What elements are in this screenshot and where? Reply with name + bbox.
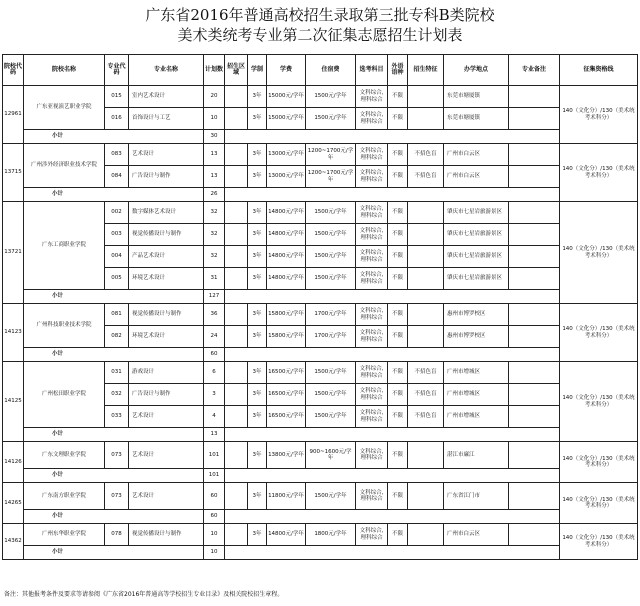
range-cell xyxy=(225,268,248,290)
range-cell xyxy=(225,246,248,268)
subtotal-blank xyxy=(225,188,560,202)
tuition-cell: 13000元/学年 xyxy=(267,144,306,166)
range-cell xyxy=(225,442,248,469)
location-cell: 东莞市塘厦镇 xyxy=(444,86,509,108)
subtotal-row xyxy=(3,428,638,442)
plan-count: 101 xyxy=(204,442,225,469)
subtotal-value: 60 xyxy=(204,510,225,524)
table-row xyxy=(3,483,638,510)
range-cell xyxy=(225,224,248,246)
subtotal-value: 30 xyxy=(204,130,225,144)
years-cell: 3年 xyxy=(248,406,267,428)
col-qual: 征集资格线 xyxy=(560,55,638,86)
tuition-cell: 14800元/学年 xyxy=(267,246,306,268)
tuition-cell: 13000元/学年 xyxy=(267,166,306,188)
major-code: 015 xyxy=(105,86,129,108)
footnote: 备注：其他报考条件及要求等请参阅《广东省2016年普通高等学校招生专业目录》及相关院校招生章程。 xyxy=(4,591,284,598)
major-code: 078 xyxy=(105,524,129,546)
years-cell: 3年 xyxy=(248,202,267,224)
dorm-cell: 1700元/学年 xyxy=(306,326,356,348)
qualification-cell: 140（文化分）/130（美术统考术科分） xyxy=(560,86,638,144)
major-code: 073 xyxy=(105,483,129,510)
school-name: 广东南方职业学院 xyxy=(24,483,105,510)
subtotal-row xyxy=(3,290,638,304)
feature-cell: 不招色盲 xyxy=(408,144,444,166)
qualification-cell: 140（文化分）/130（美术统考术科分） xyxy=(560,304,638,362)
years-cell: 3年 xyxy=(248,384,267,406)
major-code: 073 xyxy=(105,442,129,469)
subject-cell: 文科综合,理科综合 xyxy=(356,246,388,268)
plan-count: 24 xyxy=(204,326,225,348)
major-name: 首饰设计与工艺 xyxy=(129,108,204,130)
table-row xyxy=(3,362,638,384)
feature-cell xyxy=(408,202,444,224)
plan-count: 32 xyxy=(204,202,225,224)
school-code: 13715 xyxy=(3,144,24,202)
school-code: 14265 xyxy=(3,483,24,524)
remark-cell xyxy=(509,304,560,326)
location-cell: 肇庆市七星岩旅游景区 xyxy=(444,246,509,268)
plan-count: 36 xyxy=(204,304,225,326)
plan-count: 13 xyxy=(204,144,225,166)
dorm-cell: 1500元/学年 xyxy=(306,86,356,108)
remark-cell xyxy=(509,442,560,469)
major-name: 视觉传播设计与制作 xyxy=(129,524,204,546)
major-code: 083 xyxy=(105,144,129,166)
tuition-cell: 15000元/学年 xyxy=(267,108,306,130)
remark-cell xyxy=(509,246,560,268)
col-feature: 招生特征 xyxy=(408,55,444,86)
lang-cell: 不限 xyxy=(388,483,408,510)
major-name: 广告设计与制作 xyxy=(129,166,204,188)
location-cell: 广州市增城区 xyxy=(444,384,509,406)
school-code: 14126 xyxy=(3,442,24,483)
remark-cell xyxy=(509,384,560,406)
feature-cell: 不招色盲 xyxy=(408,166,444,188)
table-row xyxy=(3,304,638,326)
col-location: 办学地点 xyxy=(444,55,509,86)
col-years: 学制 xyxy=(248,55,267,86)
plan-count: 10 xyxy=(204,108,225,130)
school-code: 14125 xyxy=(3,362,24,442)
years-cell: 3年 xyxy=(248,326,267,348)
major-code: 002 xyxy=(105,202,129,224)
major-name: 艺术设计 xyxy=(129,483,204,510)
school-name: 广州东华职业学院 xyxy=(24,524,105,546)
years-cell: 3年 xyxy=(248,166,267,188)
major-name: 产品艺术设计 xyxy=(129,246,204,268)
subtotal-row xyxy=(3,546,638,560)
plan-count: 6 xyxy=(204,362,225,384)
remark-cell xyxy=(509,362,560,384)
col-name: 院校名称 xyxy=(24,55,105,86)
subtotal-value: 10 xyxy=(204,546,225,560)
subject-cell: 文科综合,理科综合 xyxy=(356,268,388,290)
lang-cell: 不限 xyxy=(388,268,408,290)
dorm-cell: 1700元/学年 xyxy=(306,304,356,326)
subtotal-blank xyxy=(225,510,560,524)
years-cell: 3年 xyxy=(248,144,267,166)
dorm-cell: 1500元/学年 xyxy=(306,483,356,510)
lang-cell: 不限 xyxy=(388,144,408,166)
header-row xyxy=(3,55,638,86)
subtotal-label: 小计 xyxy=(24,428,204,442)
years-cell: 3年 xyxy=(248,246,267,268)
range-cell xyxy=(225,144,248,166)
lang-cell: 不限 xyxy=(388,326,408,348)
location-cell: 广州市白云区 xyxy=(444,524,509,546)
subtotal-value: 101 xyxy=(204,469,225,483)
location-cell: 广州市增城区 xyxy=(444,406,509,428)
subject-cell: 文科综合,理科综合 xyxy=(356,166,388,188)
major-code: 082 xyxy=(105,326,129,348)
lang-cell: 不限 xyxy=(388,524,408,546)
dorm-cell: 1500元/学年 xyxy=(306,268,356,290)
lang-cell: 不限 xyxy=(388,406,408,428)
subject-cell: 文科综合,理科综合 xyxy=(356,442,388,469)
range-cell xyxy=(225,166,248,188)
major-name: 室内艺术设计 xyxy=(129,86,204,108)
feature-cell: 不招色盲 xyxy=(408,406,444,428)
subtotal-blank xyxy=(225,428,560,442)
col-dorm: 住宿费 xyxy=(306,55,356,86)
tuition-cell: 15800元/学年 xyxy=(267,326,306,348)
subject-cell: 文科综合,理科综合 xyxy=(356,384,388,406)
tuition-cell: 14800元/学年 xyxy=(267,268,306,290)
location-cell: 广州市白云区 xyxy=(444,144,509,166)
subtotal-value: 127 xyxy=(204,290,225,304)
major-name: 视觉传播设计与制作 xyxy=(129,304,204,326)
plan-count: 3 xyxy=(204,384,225,406)
location-cell: 肇庆市七星岩旅游景区 xyxy=(444,202,509,224)
plan-count: 4 xyxy=(204,406,225,428)
plan-table xyxy=(2,54,638,560)
remark-cell xyxy=(509,144,560,166)
major-code: 003 xyxy=(105,224,129,246)
remark-cell xyxy=(509,483,560,510)
dorm-cell: 1200~1700元/学年 xyxy=(306,166,356,188)
range-cell xyxy=(225,483,248,510)
years-cell: 3年 xyxy=(248,224,267,246)
plan-count: 31 xyxy=(204,268,225,290)
major-code: 084 xyxy=(105,166,129,188)
subject-cell: 文科综合,理科综合 xyxy=(356,108,388,130)
dorm-cell: 1500元/学年 xyxy=(306,406,356,428)
range-cell xyxy=(225,384,248,406)
table-row xyxy=(3,442,638,469)
major-name: 游戏设计 xyxy=(129,362,204,384)
major-code: 081 xyxy=(105,304,129,326)
subtotal-blank xyxy=(225,290,560,304)
location-cell: 惠州市博罗校区 xyxy=(444,304,509,326)
subtotal-row xyxy=(3,469,638,483)
plan-count: 13 xyxy=(204,166,225,188)
major-code: 032 xyxy=(105,384,129,406)
lang-cell: 不限 xyxy=(388,246,408,268)
subtotal-label: 小计 xyxy=(24,188,204,202)
qualification-cell: 140（文化分）/130（美术统考术科分） xyxy=(560,483,638,524)
range-cell xyxy=(225,108,248,130)
location-cell: 东莞市塘厦镇 xyxy=(444,108,509,130)
remark-cell xyxy=(509,224,560,246)
years-cell: 3年 xyxy=(248,268,267,290)
major-code: 033 xyxy=(105,406,129,428)
dorm-cell: 1500元/学年 xyxy=(306,384,356,406)
plan-count: 60 xyxy=(204,483,225,510)
qualification-cell: 140（文化分）/130（美术统考术科分） xyxy=(560,362,638,442)
lang-cell: 不限 xyxy=(388,442,408,469)
major-name: 广告设计与制作 xyxy=(129,384,204,406)
years-cell: 3年 xyxy=(248,483,267,510)
col-lang: 外语语种 xyxy=(388,55,408,86)
school-name: 广东文理职业学院 xyxy=(24,442,105,469)
feature-cell xyxy=(408,442,444,469)
range-cell xyxy=(225,524,248,546)
page-subtitle: 美术类统考专业第二次征集志愿招生计划表 xyxy=(177,26,463,44)
tuition-cell: 13800元/学年 xyxy=(267,442,306,469)
years-cell: 3年 xyxy=(248,362,267,384)
tuition-cell: 15000元/学年 xyxy=(267,86,306,108)
col-tuition: 学费 xyxy=(267,55,306,86)
subject-cell: 文科综合,理科综合 xyxy=(356,406,388,428)
dorm-cell: 1500元/学年 xyxy=(306,108,356,130)
lang-cell: 不限 xyxy=(388,108,408,130)
remark-cell xyxy=(509,166,560,188)
range-cell xyxy=(225,406,248,428)
tuition-cell: 14800元/学年 xyxy=(267,202,306,224)
school-code: 14362 xyxy=(3,524,24,560)
subtotal-blank xyxy=(225,469,560,483)
subtotal-row xyxy=(3,188,638,202)
plan-count: 32 xyxy=(204,246,225,268)
col-plan: 计划数 xyxy=(204,55,225,86)
subject-cell: 文科综合,理科综合 xyxy=(356,326,388,348)
years-cell: 3年 xyxy=(248,304,267,326)
page-title: 广东省2016年普通高校招生录取第三批专科B类院校 xyxy=(145,6,495,24)
subtotal-value: 60 xyxy=(204,348,225,362)
dorm-cell: 1500元/学年 xyxy=(306,246,356,268)
location-cell: 广东省江门市 xyxy=(444,483,509,510)
subtotal-label: 小计 xyxy=(24,348,204,362)
location-cell: 惠州市博罗校区 xyxy=(444,326,509,348)
tuition-cell: 15800元/学年 xyxy=(267,304,306,326)
range-cell xyxy=(225,362,248,384)
remark-cell xyxy=(509,406,560,428)
major-code: 004 xyxy=(105,246,129,268)
subtotal-value: 13 xyxy=(204,428,225,442)
location-cell: 广州市增城区 xyxy=(444,362,509,384)
major-name: 环境艺术设计 xyxy=(129,268,204,290)
major-name: 视觉传播设计与制作 xyxy=(129,224,204,246)
dorm-cell: 1500元/学年 xyxy=(306,224,356,246)
lang-cell: 不限 xyxy=(388,202,408,224)
table-row xyxy=(3,86,638,108)
school-code: 14123 xyxy=(3,304,24,362)
remark-cell xyxy=(509,268,560,290)
school-name: 广东亚视演艺职业学院 xyxy=(24,86,105,130)
dorm-cell: 1500元/学年 xyxy=(306,362,356,384)
dorm-cell: 1200~1700元/学年 xyxy=(306,144,356,166)
range-cell xyxy=(225,202,248,224)
lang-cell: 不限 xyxy=(388,224,408,246)
table-row xyxy=(3,144,638,166)
subject-cell: 文科综合,理科综合 xyxy=(356,483,388,510)
range-cell xyxy=(225,86,248,108)
dorm-cell: 1500元/学年 xyxy=(306,202,356,224)
major-code: 016 xyxy=(105,108,129,130)
major-code: 005 xyxy=(105,268,129,290)
remark-cell xyxy=(509,326,560,348)
years-cell: 3年 xyxy=(248,524,267,546)
dorm-cell: 1800元/学年 xyxy=(306,524,356,546)
plan-count: 20 xyxy=(204,86,225,108)
col-major-code: 专业代码 xyxy=(105,55,129,86)
subtotal-label: 小计 xyxy=(24,130,204,144)
lang-cell: 不限 xyxy=(388,384,408,406)
subtotal-blank xyxy=(225,546,560,560)
subtotal-row xyxy=(3,130,638,144)
qualification-cell: 140（文化分）/130（美术统考术科分） xyxy=(560,524,638,560)
major-name: 环境艺术设计 xyxy=(129,326,204,348)
major-name: 艺术设计 xyxy=(129,406,204,428)
subject-cell: 文科综合,理科综合 xyxy=(356,202,388,224)
qualification-cell: 140（文化分）/130（美术统考术科分） xyxy=(560,144,638,202)
subtotal-value: 26 xyxy=(204,188,225,202)
subtotal-blank xyxy=(225,130,560,144)
remark-cell xyxy=(509,108,560,130)
location-cell: 湛江市廉江 xyxy=(444,442,509,469)
subject-cell: 文科综合,理科综合 xyxy=(356,144,388,166)
feature-cell xyxy=(408,483,444,510)
tuition-cell: 16500元/学年 xyxy=(267,384,306,406)
tuition-cell: 16500元/学年 xyxy=(267,406,306,428)
range-cell xyxy=(225,304,248,326)
location-cell: 广州市白云区 xyxy=(444,166,509,188)
plan-count: 32 xyxy=(204,224,225,246)
feature-cell xyxy=(408,246,444,268)
subject-cell: 文科综合,理科综合 xyxy=(356,362,388,384)
major-name: 数字媒体艺术设计 xyxy=(129,202,204,224)
years-cell: 3年 xyxy=(248,86,267,108)
table-row xyxy=(3,524,638,546)
major-name: 艺术设计 xyxy=(129,144,204,166)
feature-cell xyxy=(408,224,444,246)
tuition-cell: 16500元/学年 xyxy=(267,362,306,384)
lang-cell: 不限 xyxy=(388,86,408,108)
subtotal-row xyxy=(3,348,638,362)
qualification-cell: 140（文化分）/130（美术统考术科分） xyxy=(560,442,638,483)
years-cell: 3年 xyxy=(248,442,267,469)
location-cell: 肇庆市七星岩旅游景区 xyxy=(444,268,509,290)
tuition-cell: 14800元/学年 xyxy=(267,224,306,246)
lang-cell: 不限 xyxy=(388,166,408,188)
school-name: 广东工商职业学院 xyxy=(24,202,105,290)
subtotal-label: 小计 xyxy=(24,469,204,483)
feature-cell xyxy=(408,86,444,108)
major-name: 艺术设计 xyxy=(129,442,204,469)
remark-cell xyxy=(509,86,560,108)
lang-cell: 不限 xyxy=(388,362,408,384)
col-major-name: 专业名称 xyxy=(129,55,204,86)
feature-cell: 不招色盲 xyxy=(408,384,444,406)
feature-cell xyxy=(408,108,444,130)
feature-cell: 不招色盲 xyxy=(408,362,444,384)
subject-cell: 文科综合,理科综合 xyxy=(356,86,388,108)
school-code: 13721 xyxy=(3,202,24,304)
plan-count: 10 xyxy=(204,524,225,546)
col-remark: 专业备注 xyxy=(509,55,560,86)
subject-cell: 文科综合,理科综合 xyxy=(356,224,388,246)
subject-cell: 文科综合,理科综合 xyxy=(356,304,388,326)
feature-cell xyxy=(408,268,444,290)
major-code: 031 xyxy=(105,362,129,384)
school-code: 12961 xyxy=(3,86,24,144)
feature-cell xyxy=(408,326,444,348)
school-name: 广州涉外经济职业技术学院 xyxy=(24,144,105,188)
subject-cell: 文科综合,理科综合 xyxy=(356,524,388,546)
qualification-cell: 140（文化分）/130（美术统考术科分） xyxy=(560,202,638,304)
col-subject: 选考科目 xyxy=(356,55,388,86)
location-cell: 肇庆市七星岩旅游景区 xyxy=(444,224,509,246)
subtotal-blank xyxy=(225,348,560,362)
tuition-cell: 11800元/学年 xyxy=(267,483,306,510)
subtotal-label: 小计 xyxy=(24,290,204,304)
school-name: 广州松田职业学院 xyxy=(24,362,105,428)
subtotal-label: 小计 xyxy=(24,546,204,560)
table-row xyxy=(3,202,638,224)
col-range: 招生区域 xyxy=(225,55,248,86)
col-code: 院校代码 xyxy=(3,55,24,86)
dorm-cell: 900~1600元/学年 xyxy=(306,442,356,469)
school-name: 广州科技职业技术学院 xyxy=(24,304,105,348)
tuition-cell: 14800元/学年 xyxy=(267,524,306,546)
remark-cell xyxy=(509,202,560,224)
feature-cell xyxy=(408,304,444,326)
remark-cell xyxy=(509,524,560,546)
years-cell: 3年 xyxy=(248,108,267,130)
feature-cell xyxy=(408,524,444,546)
lang-cell: 不限 xyxy=(388,304,408,326)
range-cell xyxy=(225,326,248,348)
subtotal-row xyxy=(3,510,638,524)
subtotal-label: 小计 xyxy=(24,510,204,524)
